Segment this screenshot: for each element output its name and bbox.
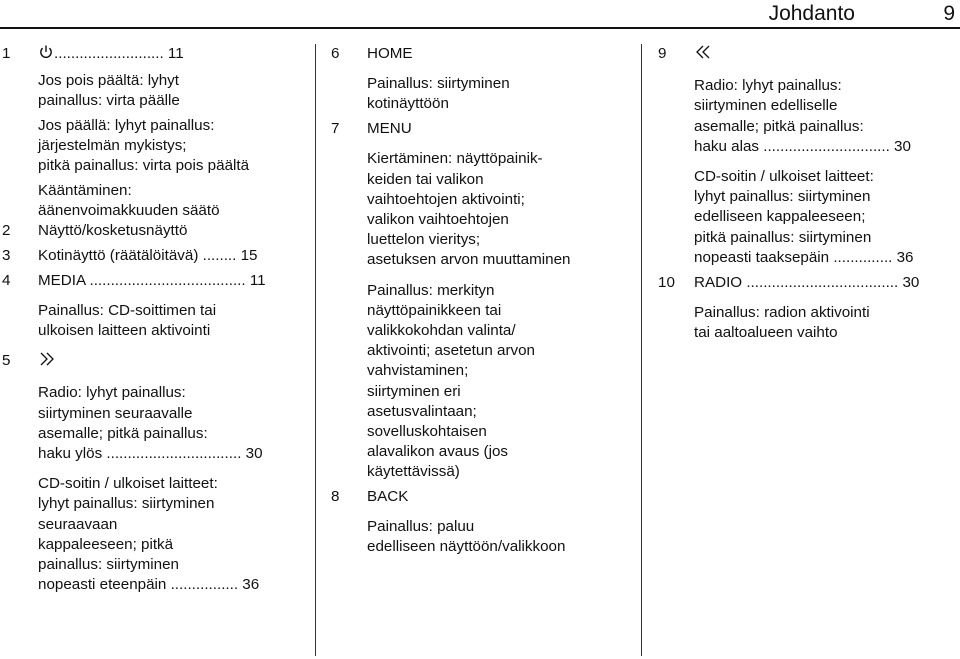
item-number: 7 xyxy=(331,120,340,138)
description-line: asemalle; pitkä painallus: xyxy=(694,117,864,135)
description-line: sovelluskohtaisen xyxy=(367,422,487,440)
description-line: haku alas .............................. 30 xyxy=(694,137,911,155)
item-number: 8 xyxy=(331,488,340,506)
item-2 xyxy=(2,221,307,241)
description-line: siirtyminen seuraavalle xyxy=(38,404,193,422)
description-line: tai aaltoalueen vaihto xyxy=(694,323,838,341)
column-3 xyxy=(658,44,958,343)
description-line: Painallus: merkityn xyxy=(367,281,495,299)
page-reference: .......................... 11 xyxy=(54,45,184,62)
home-key-label: HOME xyxy=(367,45,413,62)
description-line: pitkä painallus: siirtyminen xyxy=(694,228,872,246)
description-line: asemalle; pitkä painallus: xyxy=(38,424,208,442)
item-3 xyxy=(2,246,307,266)
page-number: 9 xyxy=(943,2,955,25)
description-line: kappaleeseen; pitkä xyxy=(38,535,174,553)
item-1 xyxy=(2,44,307,221)
description-line: painallus: virta päälle xyxy=(38,91,180,109)
description-line: luettelon vieritys; xyxy=(367,231,481,249)
page-header xyxy=(0,0,960,30)
item-label: Kotinäyttö (räätälöitävä) ........ 15 xyxy=(38,246,258,264)
item-number: 4 xyxy=(2,271,11,289)
item-number: 6 xyxy=(331,45,340,62)
item-label: RADIO .................................... 30 xyxy=(694,273,920,291)
power-icon xyxy=(38,44,54,66)
item-number: 9 xyxy=(658,45,667,62)
description-line: Radio: lyhyt painallus: xyxy=(38,384,186,402)
description-line: Kiertäminen: näyttöpainik- xyxy=(367,150,543,168)
item-number: 5 xyxy=(2,352,11,370)
column-divider xyxy=(641,44,642,656)
description-line: siirtyminen edelliselle xyxy=(694,97,838,115)
description-line: aktivointi; asetetun arvon xyxy=(367,342,536,360)
description-line: asetuksen arvon muuttaminen xyxy=(367,251,571,269)
description-line: alavalikon avaus (jos xyxy=(367,443,508,461)
item-9 xyxy=(658,44,958,268)
back-key-label: BACK xyxy=(367,488,409,506)
description-line: lyhyt painallus: siirtyminen xyxy=(694,188,871,206)
seek-forward-icon xyxy=(38,351,56,373)
description-line: Kääntäminen: xyxy=(38,181,132,199)
description-line: Painallus: siirtyminen xyxy=(367,75,510,93)
item-number: 1 xyxy=(2,45,11,62)
header-rule xyxy=(0,27,960,29)
item-label: Näyttö/kosketusnäyttö xyxy=(38,222,188,240)
description-line: nopeasti taaksepäin .............. 36 xyxy=(694,248,914,266)
description-line: Jos päällä: lyhyt painallus: xyxy=(38,116,215,134)
description-line: painallus: siirtyminen xyxy=(38,555,179,573)
item-10 xyxy=(658,273,958,344)
header-title: Johdanto xyxy=(768,2,855,25)
column-divider xyxy=(315,44,316,656)
description-line: järjestelmän mykistys; xyxy=(38,136,187,154)
description-line: haku ylös ................................ 30 xyxy=(38,444,263,462)
description-line: CD-soitin / ulkoiset laitteet: xyxy=(694,168,874,186)
description-line: Jos pois päältä: lyhyt xyxy=(38,71,179,89)
menu-key-label: MENU xyxy=(367,120,412,138)
description-line: edelliseen kappaleeseen; xyxy=(694,208,866,226)
item-6 xyxy=(331,44,633,115)
description-line: valikon vaihtoehtojen xyxy=(367,210,509,228)
description-line: CD-soitin / ulkoiset laitteet: xyxy=(38,475,218,493)
description-line: nopeasti eteenpäin ................ 36 xyxy=(38,576,260,594)
description-line: seuraavaan xyxy=(38,515,118,533)
description-line: valikkokohdan valinta/ xyxy=(367,321,516,339)
column-1 xyxy=(2,44,307,595)
item-label: MEDIA ..................................... 11 xyxy=(38,271,266,289)
item-5 xyxy=(2,351,307,595)
description-line: Painallus: CD-soittimen tai xyxy=(38,301,217,319)
item-7 xyxy=(331,119,633,482)
description-line: pitkä painallus: virta pois päältä xyxy=(38,157,250,175)
description-line: vaihtoehtojen aktivointi; xyxy=(367,190,525,208)
description-line: Painallus: radion aktivointi xyxy=(694,303,870,321)
description-line: siirtyminen eri xyxy=(367,382,461,400)
description-line: näyttöpainikkeen tai xyxy=(367,301,502,319)
description-line: lyhyt painallus: siirtyminen xyxy=(38,495,215,513)
item-number: 3 xyxy=(2,246,11,264)
item-8 xyxy=(331,487,633,558)
seek-back-icon xyxy=(694,44,712,66)
description-line: keiden tai valikon xyxy=(367,170,484,188)
description-line: ulkoisen laitteen aktivointi xyxy=(38,321,211,339)
description-line: edelliseen näyttöön/valikkoon xyxy=(367,538,566,556)
description-line: Painallus: paluu xyxy=(367,518,475,536)
description-line: käytettävissä) xyxy=(367,463,460,481)
description-line: äänenvoimakkuuden säätö xyxy=(38,201,220,219)
description-line: Radio: lyhyt painallus: xyxy=(694,77,842,95)
description-line: asetusvalintaan; xyxy=(367,402,477,420)
item-number: 10 xyxy=(658,273,675,291)
item-4 xyxy=(2,271,307,342)
description-line: kotinäyttöön xyxy=(367,95,449,113)
description-line: vahvistaminen; xyxy=(367,362,469,380)
item-number: 2 xyxy=(2,222,11,240)
column-2 xyxy=(331,44,633,558)
